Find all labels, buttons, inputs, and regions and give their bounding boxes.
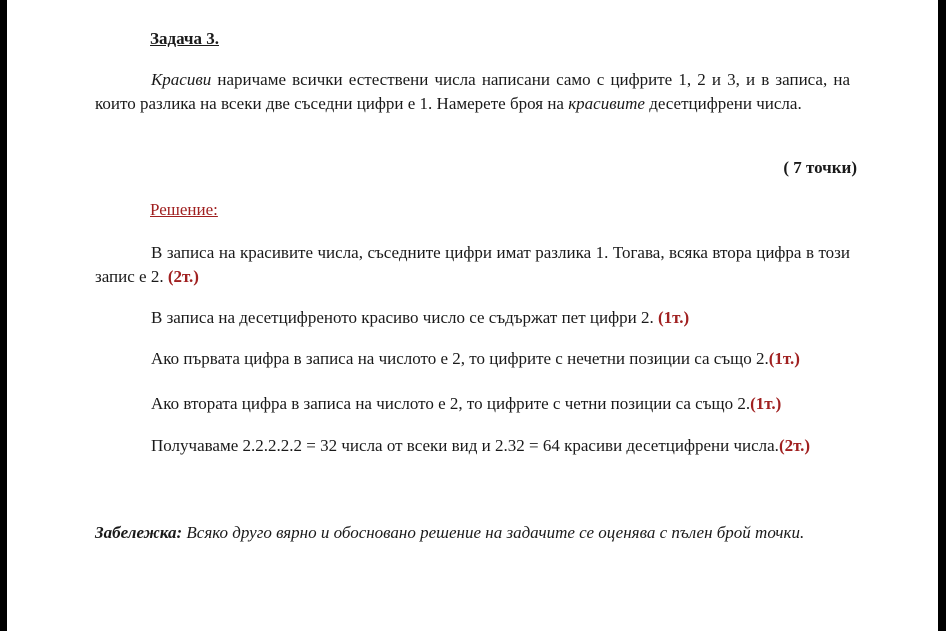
grading-note-text: Всяко друго вярно и обосновано решение на задачите се оценява с пълен брой точки.	[182, 523, 805, 542]
points-total: ( 7 точки)	[783, 158, 857, 177]
problem-text-part-2: десетцифрени числа.	[644, 94, 802, 113]
problem-title: Задача 3.	[150, 29, 219, 48]
solution-step-points: (2т.)	[167, 267, 199, 286]
solution-step-1	[95, 241, 850, 289]
solution-step-text: В записа на красивите числа, съседните цифри имат разлика 1. Тогава, всяка втора цифра в този запис е 2.	[95, 243, 850, 286]
solution-step-points: (1т.)	[750, 394, 782, 413]
solution-step-text: Ако първата цифра в записа на числото е 2, то цифрите с нечетни позиции са също 2.	[151, 349, 769, 368]
solution-heading: Решение:	[150, 200, 218, 219]
solution-step-text: Получаваме 2.2.2.2.2 = 32 числа от всеки вид и 2.32 = 64 красиви десетцифрени числа.	[151, 436, 779, 455]
problem-text-part-1: наричаме всички естествени числа написани само с цифрите 1, 2 и 3, и в записа, на които разлика на всеки две съседни цифри е 1. Намерете броя на	[95, 70, 850, 113]
solution-step-text: Ако втората цифра в записа на числото е 2, то цифрите с четни позиции са също 2.	[151, 394, 751, 413]
solution-step-points: (1т.)	[768, 349, 800, 368]
solution-step-4	[95, 392, 850, 416]
solution-step-text: В записа на десетцифреното красиво число се съдържат пет цифри 2.	[151, 308, 658, 327]
solution-step-2	[95, 306, 850, 330]
solution-step-3	[95, 347, 850, 371]
problem-statement	[95, 68, 850, 116]
document-page	[7, 0, 938, 631]
problem-italic-term-2: красивите	[568, 94, 645, 113]
solution-step-points: (2т.)	[778, 436, 811, 455]
grading-note	[95, 521, 835, 545]
problem-italic-term: Красиви	[151, 70, 212, 89]
grading-note-label: Забележка:	[95, 523, 183, 542]
solution-step-5	[95, 434, 850, 458]
solution-step-points: (1т.)	[657, 308, 690, 327]
